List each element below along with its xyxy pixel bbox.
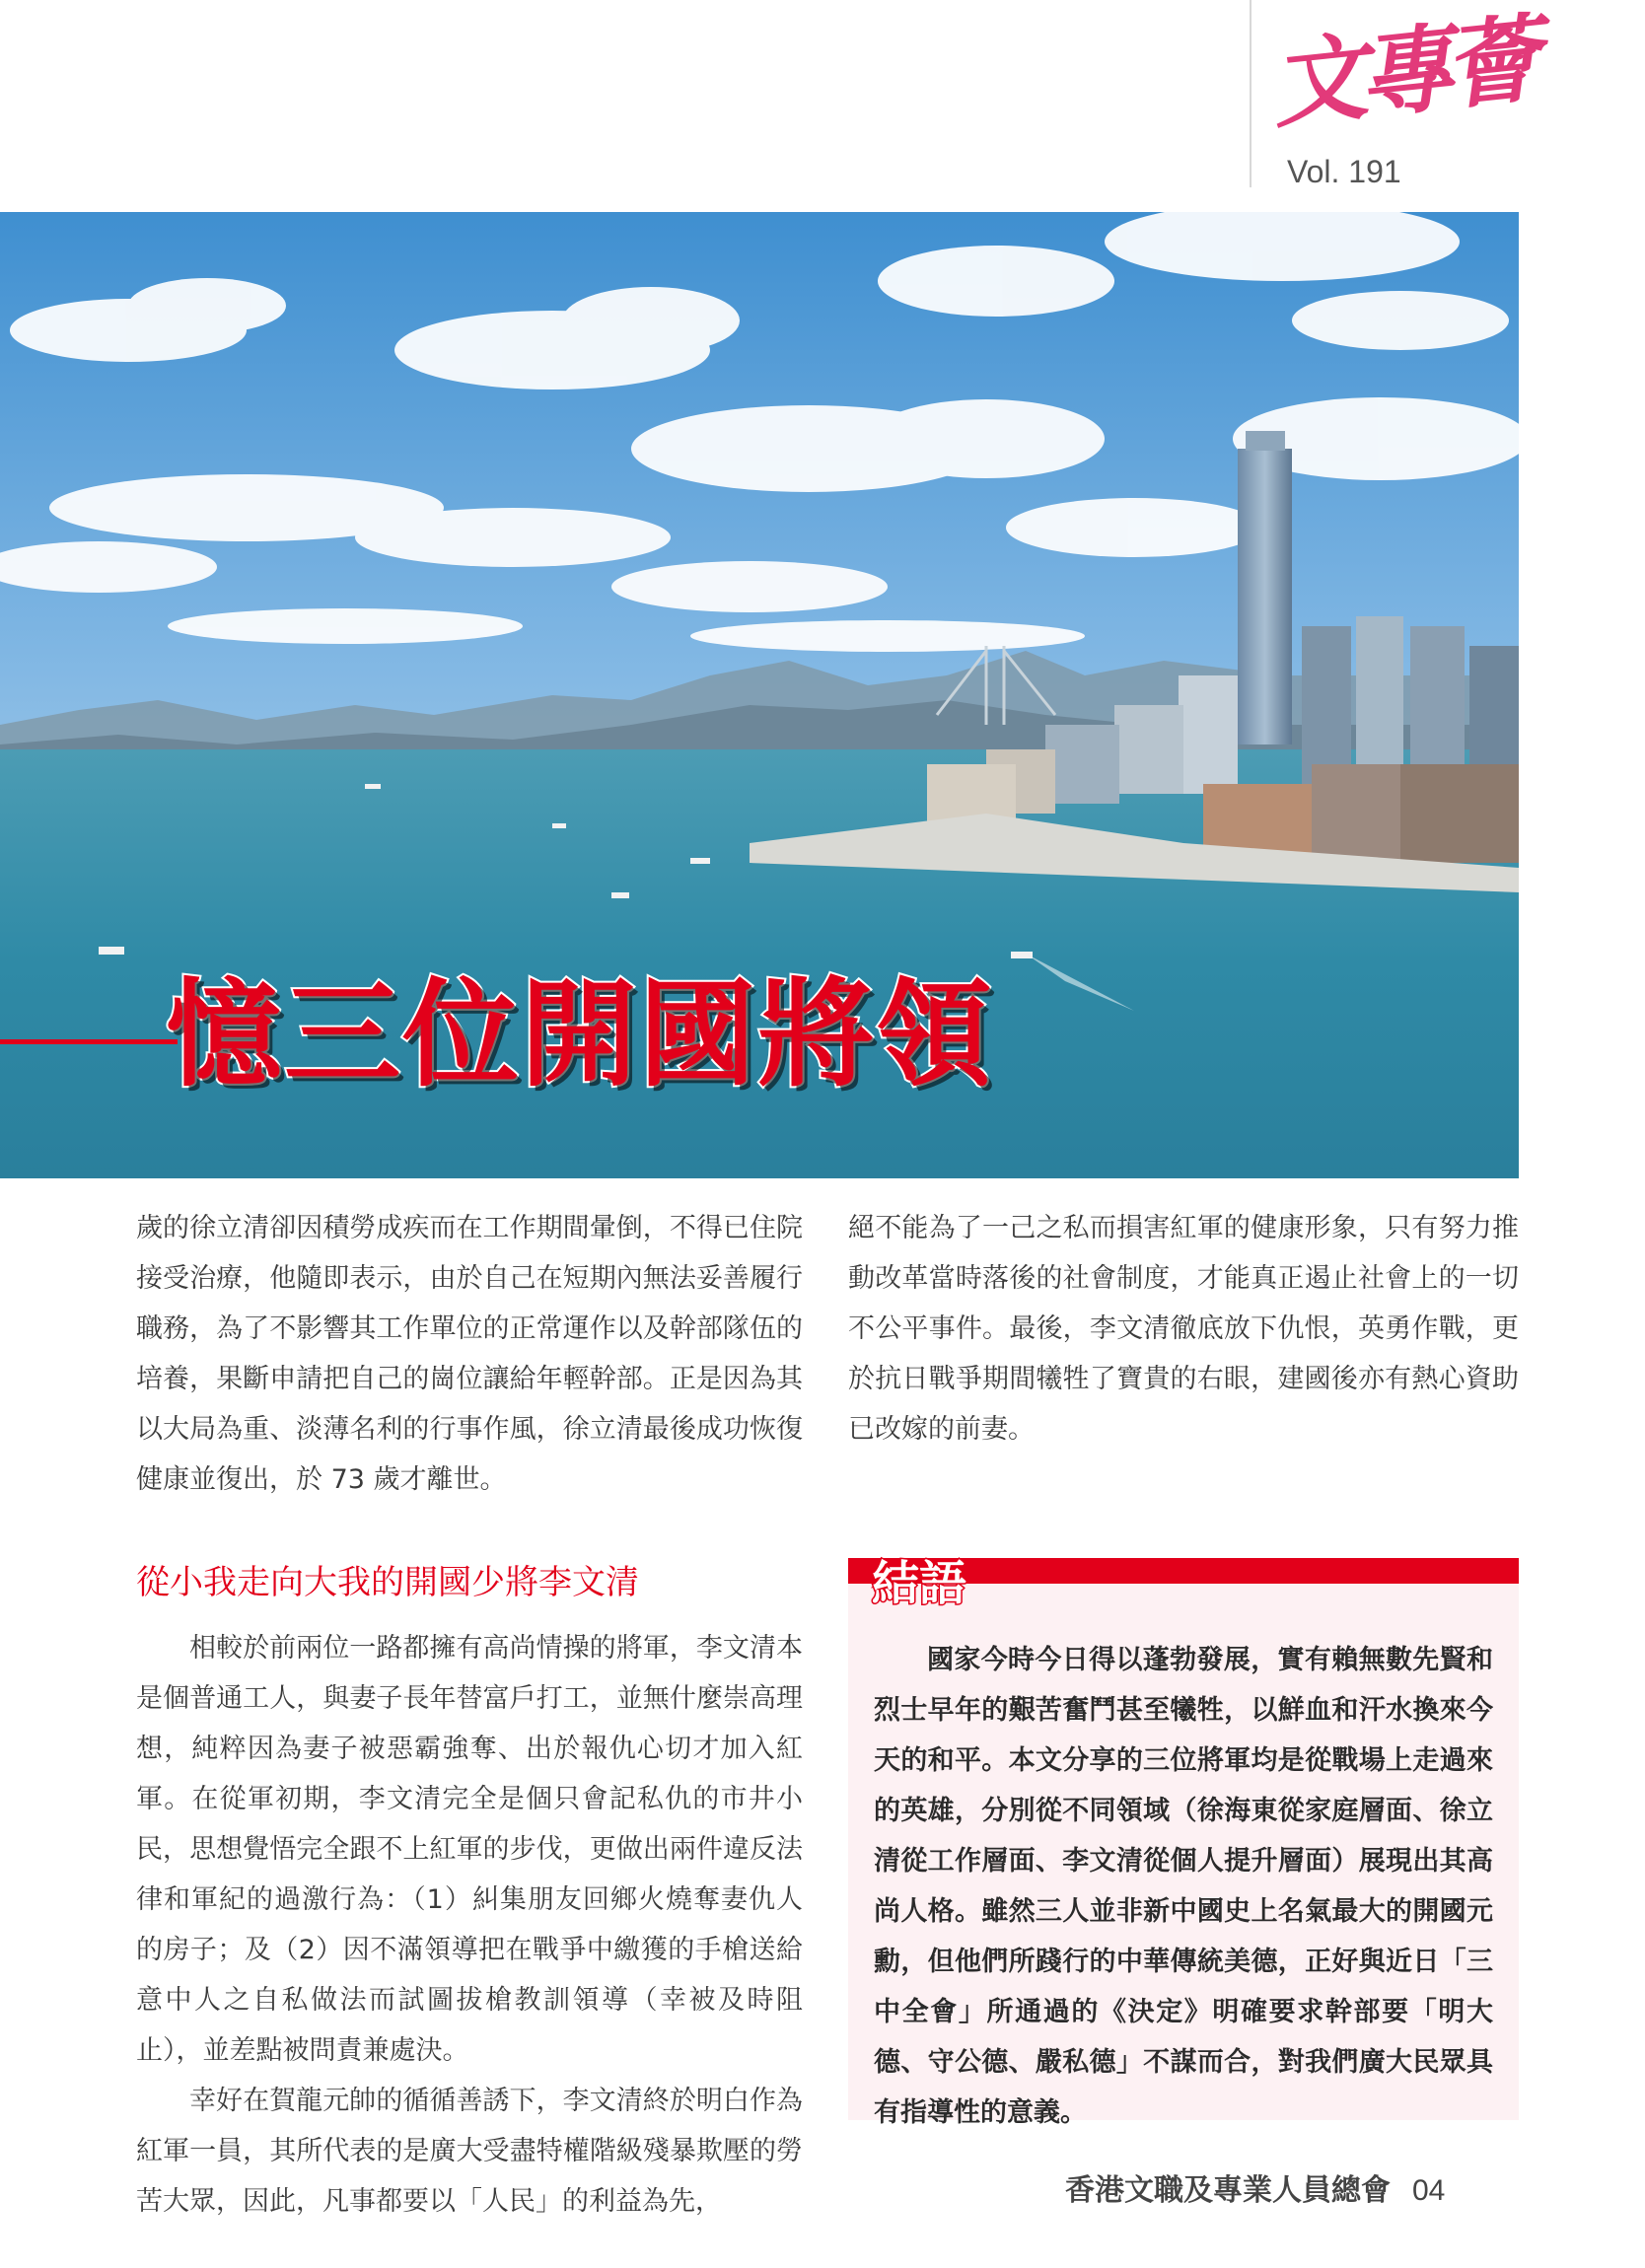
masthead xyxy=(1266,3,1538,197)
conclusion-body: 國家今時今日得以蓬勃發展，實有賴無數先賢和烈士早年的艱苦奮鬥甚至犧牲，以鮮血和汗水換來今天的和平。本文分享的三位將軍均是從戰場上走過來的英雄，分別從不同領域（徐海東從家庭層面、徐立清從工作層面、李文清從個人提升層面）展現出其高尚人格。雖然三人並非新中國史上名氣最大的開國元勳，但他們所踐行的中華傳統美德，正好與近日「三中全會」所通過的《決定》明確要求幹部要「明大德、守公德、嚴私德」不謀而合，對我們廣大民眾具有指導性的意義。 xyxy=(874,1645,1493,2128)
article-title: 憶三位開國將領 xyxy=(166,966,995,1102)
title-accent-line xyxy=(0,1039,178,1044)
footer-organization: 香港文職及專業人員總會 xyxy=(1065,2173,1391,2208)
section-heading: 從小我走向大我的開國少將李文清 xyxy=(136,1563,639,1602)
header-divider xyxy=(1250,0,1252,187)
paragraph: 相較於前兩位一路都擁有高尚情操的將軍，李文清本是個普通工人，與妻子長年替富戶打工，並無什麼崇高理想，純粹因為妻子被惡霸強奪、出於報仇心切才加入紅軍。在從軍初期，李文清完全是個只會記私仇的市井小民，思想覺悟完全跟不上紅軍的步伐，更做出兩件違反法律和軍紀的過激行為：（1）糾集朋友回鄉火燒奪妻仇人的房子；及（2）因不滿領導把在戰爭中繳獲的手槍送給意中人之自私做法而試圖拔槍教訓領導（幸被及時阻止），並差點被問責兼處決。 xyxy=(136,1633,803,2066)
volume-number: Vol. 191 xyxy=(1287,154,1401,189)
left-column xyxy=(136,1203,803,2227)
page-number: 04 xyxy=(1412,2174,1446,2207)
page-footer xyxy=(1065,2165,1445,2209)
paragraph: 絕不能為了一己之私而損害紅軍的健康形象，只有努力推動改革當時落後的社會制度，才能真正遏止社會上的一切不公平事件。最後，李文清徹底放下仇恨，英勇作戰，更於抗日戰爭期間犧牲了寶貴的右眼，建國後亦有熱心資助已改嫁的前妻。 xyxy=(848,1213,1519,1445)
magazine-logo: 文專薈 xyxy=(1266,3,1538,142)
paragraph: 幸好在賀龍元帥的循循善誘下，李文清終於明白作為紅軍一員，其所代表的是廣大受盡特權階級殘暴欺壓的勞苦大眾，因此，凡事都要以「人民」的利益為先， xyxy=(136,2086,803,2217)
paragraph: 歲的徐立清卻因積勞成疾而在工作期間暈倒，不得已住院接受治療，他隨即表示，由於自己在短期內無法妥善履行職務，為了不影響其工作單位的正常運作以及幹部隊伍的培養，果斷申請把自己的崗位讓給年輕幹部。正是因為其以大局為重、淡薄名利的行事作風，徐立清最後成功恢復健康並復出，於 73 歲才離世。 xyxy=(136,1213,803,1495)
right-column xyxy=(848,1203,1519,1454)
conclusion-box xyxy=(848,1556,1519,2128)
conclusion-title: 結語 xyxy=(872,1556,967,1611)
